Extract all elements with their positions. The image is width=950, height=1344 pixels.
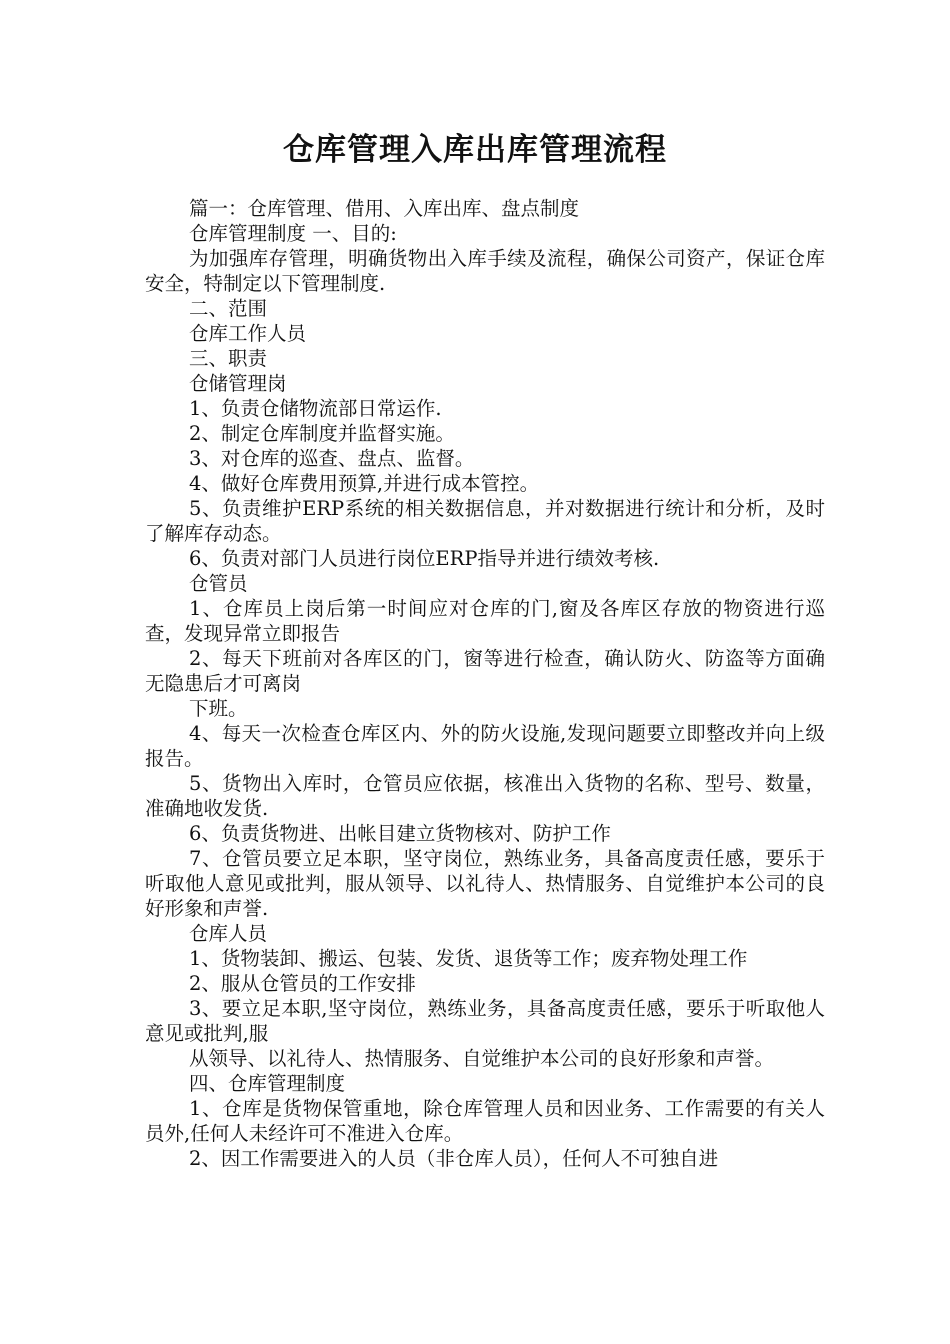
subsection-heading: 仓储管理岗 <box>189 372 287 395</box>
list-item: 2、因工作需要进入的人员（非仓库人员），任何人不可独自进 <box>189 1147 719 1170</box>
list-item: 2、制定仓库制度并监督实施。 <box>189 422 455 445</box>
list-item: 4、做好仓库费用预算,并进行成本管控。 <box>189 472 540 495</box>
paragraph: 仓库工作人员 <box>189 322 307 345</box>
list-item: 2、服从仓管员的工作安排 <box>189 972 416 995</box>
list-item: 3、要立足本职,坚守岗位，熟练业务，具备高度责任感，要乐于听取他人意见或批判,服 <box>145 997 825 1045</box>
paragraph: 篇一：仓库管理、借用、入库出库、盘点制度 <box>189 197 580 220</box>
list-item: 1、货物装卸、搬运、包装、发货、退货等工作；废弃物处理工作 <box>189 947 748 970</box>
list-item: 3、对仓库的巡查、盘点、监督。 <box>189 447 475 470</box>
paragraph: 为加强库存管理，明确货物出入库手续及流程，确保公司资产，保证仓库安全，特制定以下管理制度. <box>145 247 825 295</box>
paragraph: 仓库管理制度 一、目的: <box>189 222 397 245</box>
document-body <box>145 196 825 1171</box>
list-item: 7、仓管员要立足本职，坚守岗位，熟练业务，具备高度责任感，要乐于听取他人意见或批判，服从领导、以礼待人、热情服务、自觉维护本公司的良好形象和声誉. <box>145 847 825 920</box>
list-item: 2、每天下班前对各库区的门，窗等进行检查，确认防火、防盗等方面确无隐患后才可离岗 <box>145 647 825 695</box>
paragraph: 下班。 <box>189 697 248 720</box>
subsection-heading: 仓管员 <box>189 572 248 595</box>
list-item: 1、负责仓储物流部日常运作. <box>189 397 442 420</box>
list-item: 1、仓库是货物保管重地，除仓库管理人员和因业务、工作需要的有关人员外,任何人未经许可不准进入仓库。 <box>145 1097 825 1145</box>
subsection-heading: 仓库人员 <box>189 922 268 945</box>
list-item: 1、仓库员上岗后第一时间应对仓库的门,窗及各库区存放的物资进行巡查，发现异常立即报告 <box>145 597 825 645</box>
section-heading: 四、仓库管理制度 <box>189 1072 346 1095</box>
list-item: 5、负责维护ERP系统的相关数据信息，并对数据进行统计和分析，及时了解库存动态。 <box>145 497 825 545</box>
list-item: 6、负责对部门人员进行岗位ERP指导并进行绩效考核. <box>189 547 660 570</box>
document-title: 仓库管理入库出库管理流程 <box>283 132 667 168</box>
list-item: 4、每天一次检查仓库区内、外的防火设施,发现问题要立即整改并向上级报告。 <box>145 722 825 770</box>
section-heading: 二、范围 <box>189 297 268 320</box>
section-heading: 三、职责 <box>189 347 268 370</box>
list-item: 5、货物出入库时，仓管员应依据，核准出入货物的名称、型号、数量，准确地收发货. <box>145 772 825 820</box>
list-item: 6、负责货物进、出帐目建立货物核对、防护工作 <box>189 822 611 845</box>
paragraph: 从领导、以礼待人、热情服务、自觉维护本公司的良好形象和声誉。 <box>189 1047 775 1070</box>
